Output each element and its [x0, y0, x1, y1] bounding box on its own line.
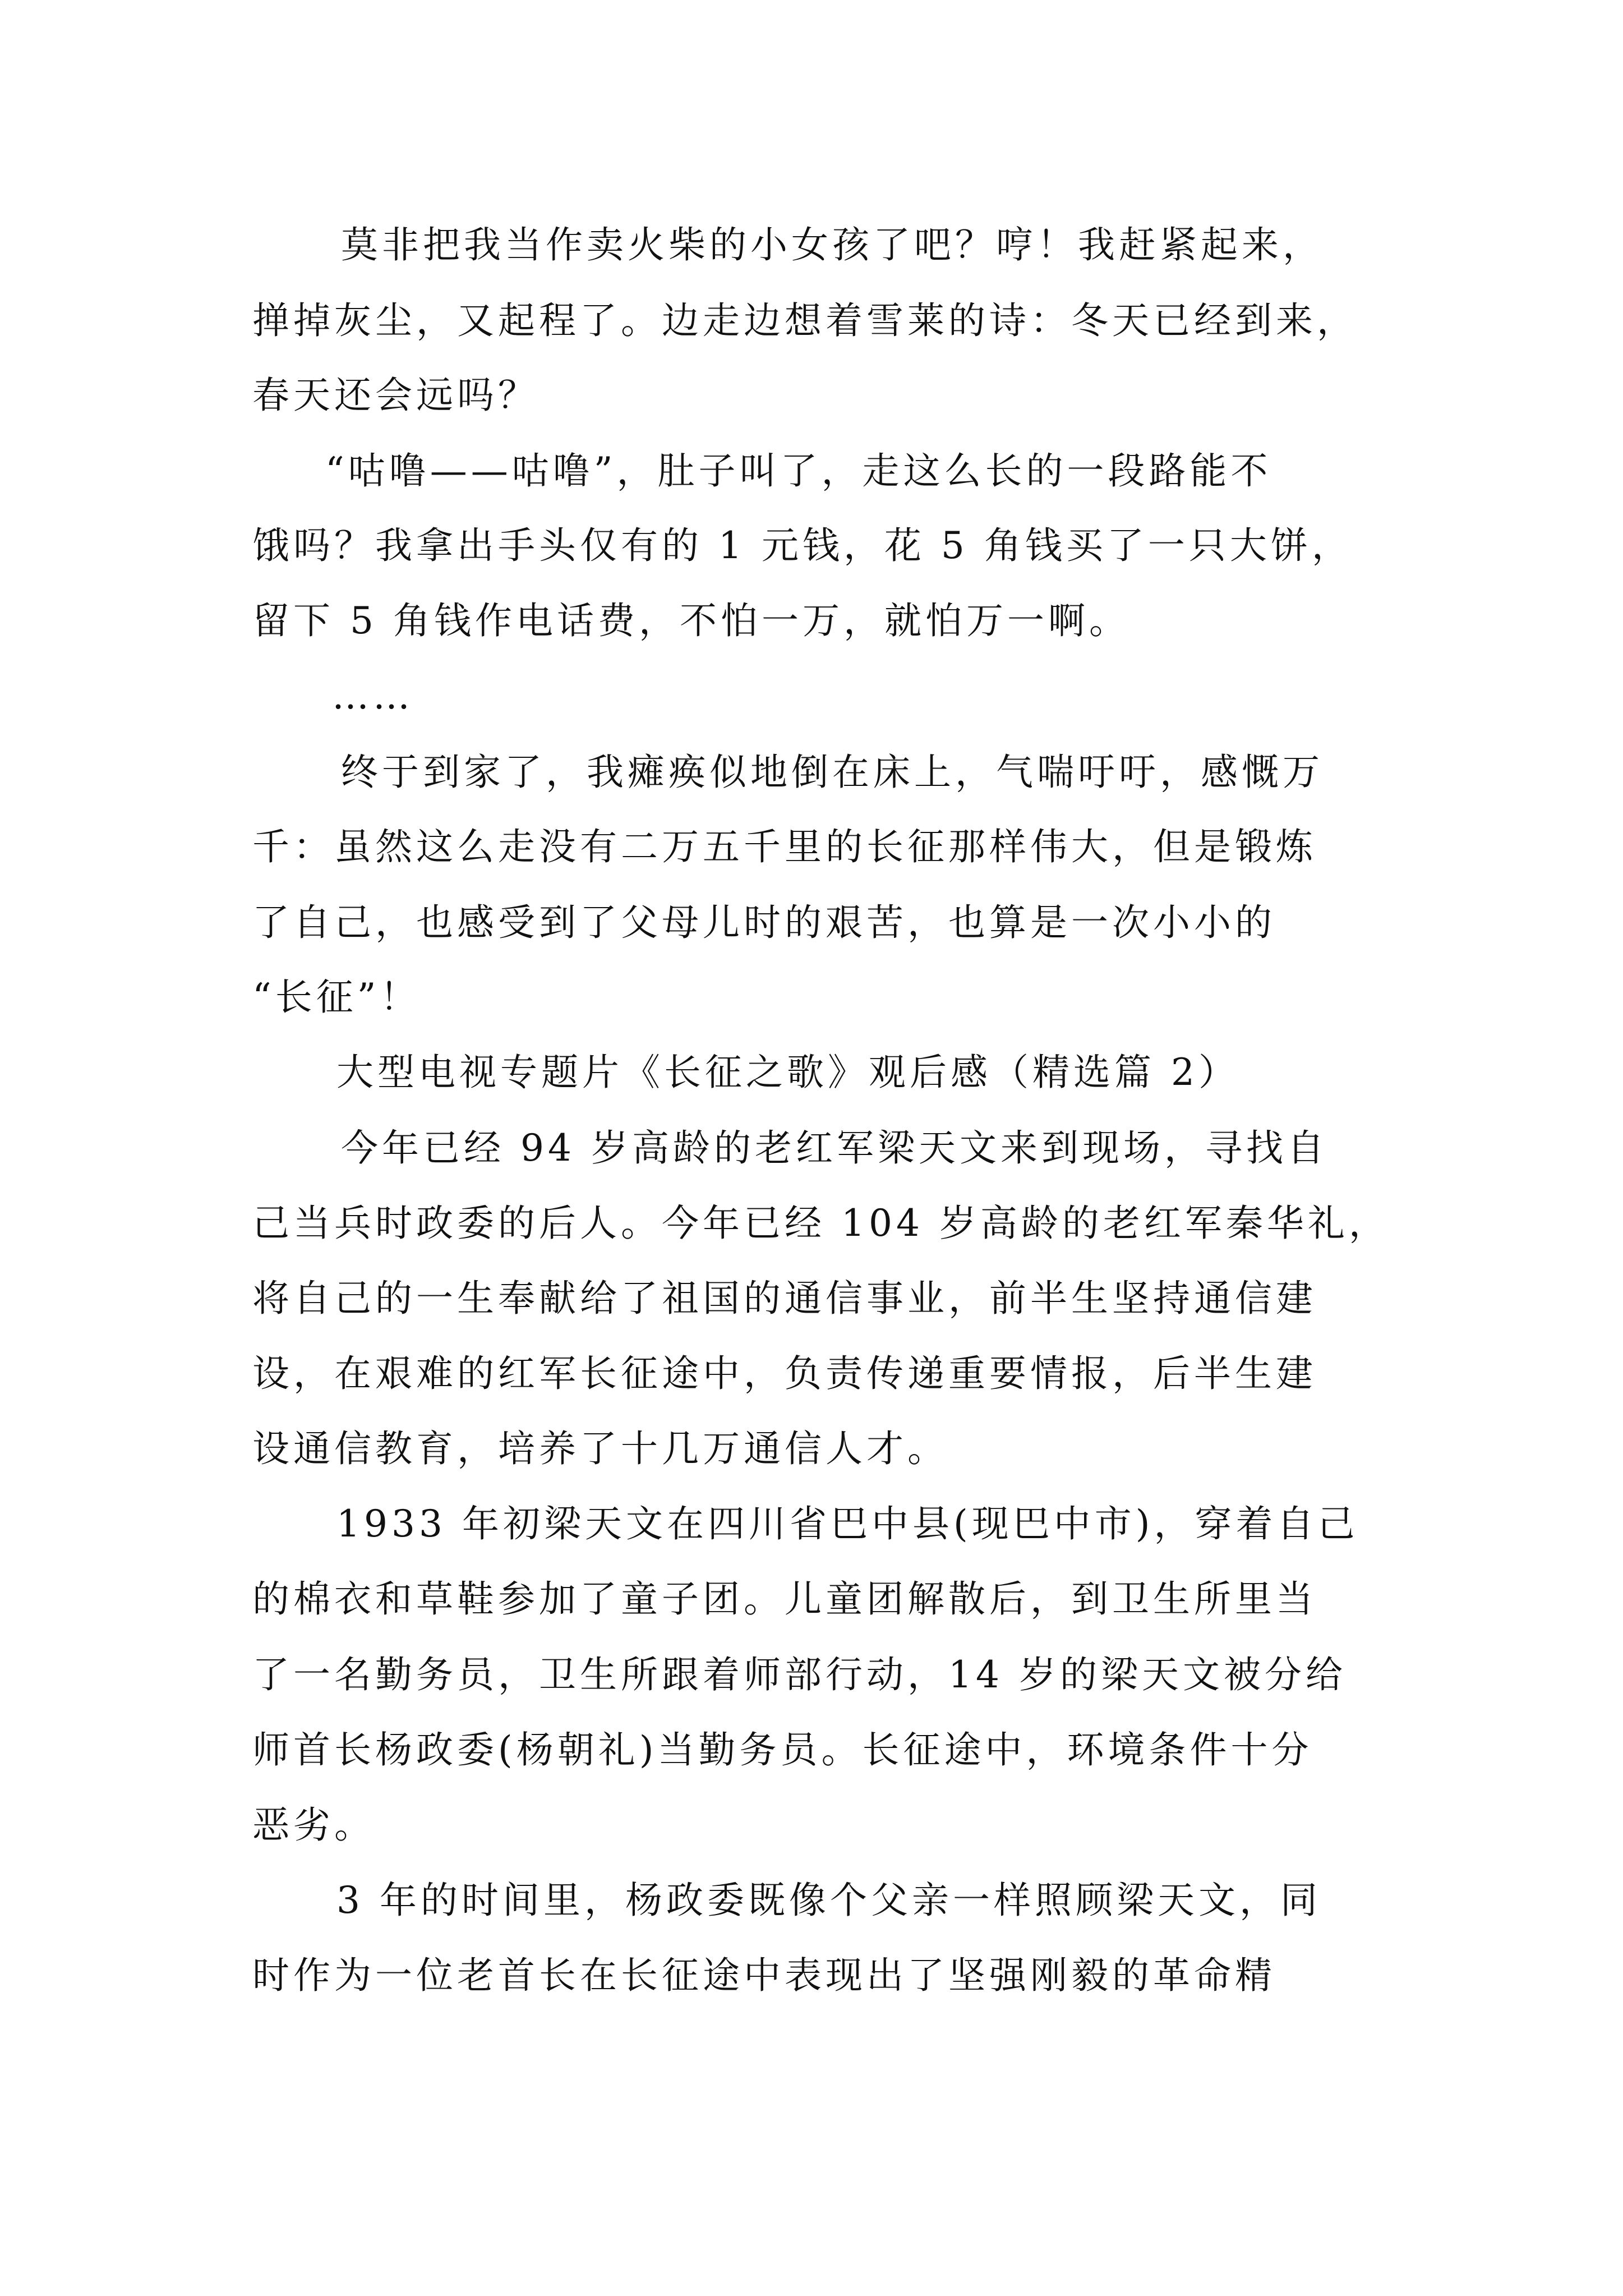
text-line: 师首长杨政委(杨朝礼)当勤务员。长征途中，环境条件十分	[252, 1728, 1313, 1772]
text-line: 1933 年初梁天文在四川省巴中县(现巴中市)，穿着自己	[336, 1502, 1359, 1545]
text-line: 今年已经 94 岁高龄的老红军梁天文来到现场，寻找自	[341, 1126, 1328, 1170]
text-line: 将自己的一生奉献给了祖国的通信事业，前半生坚持通信建	[252, 1277, 1317, 1320]
text-line: 的棉衣和草鞋参加了童子团。儿童团解散后，到卫生所里当	[252, 1577, 1317, 1621]
text-line: 千：虽然这么走没有二万五千里的长征那样伟大，但是锻炼	[252, 825, 1317, 868]
text-line: “长征”！	[252, 976, 421, 1019]
text-line: 己当兵时政委的后人。今年已经 104 岁高龄的老红军秦华礼，	[252, 1202, 1390, 1245]
text-line: 3 年的时间里，杨政委既像个父亲一样照顾梁天文，同	[336, 1879, 1321, 1922]
text-line: 设通信教育，培养了十几万通信人才。	[252, 1427, 948, 1470]
text-line: 恶劣。	[252, 1803, 375, 1847]
text-line: ……	[332, 674, 414, 717]
text-line: 饿吗？我拿出手头仅有的 1 元钱，花 5 角钱买了一只大饼，	[252, 524, 1353, 567]
section-heading: 大型电视专题片《长征之歌》观后感（精选篇 2）	[336, 1051, 1239, 1094]
text-line: 掸掉灰尘，又起程了。边走边想着雪莱的诗：冬天已经到来，	[252, 299, 1358, 342]
text-line: 终于到家了，我瘫痪似地倒在床上，气喘吁吁，感慨万	[341, 751, 1324, 794]
text-line: 设，在艰难的红军长征途中，负责传递重要情报，后半生建	[252, 1352, 1317, 1395]
text-line: 了自己，也感受到了父母儿时的艰苦，也算是一次小小的	[252, 901, 1276, 944]
text-line: 莫非把我当作卖火柴的小女孩了吧？哼！我赶紧起来，	[341, 223, 1324, 266]
text-line: 了一名勤务员，卫生所跟着师部行动，14 岁的梁天文被分给	[252, 1653, 1347, 1696]
text-line: 春天还会远吗？	[252, 374, 539, 417]
text-line: 留下 5 角钱作电话费，不怕一万，就怕万一啊。	[252, 599, 1130, 642]
text-line: 时作为一位老首长在长征途中表现出了坚强刚毅的革命精	[252, 1954, 1276, 1997]
text-line: “咕噜——咕噜”，肚子叫了，走这么长的一段路能不	[325, 449, 1272, 493]
